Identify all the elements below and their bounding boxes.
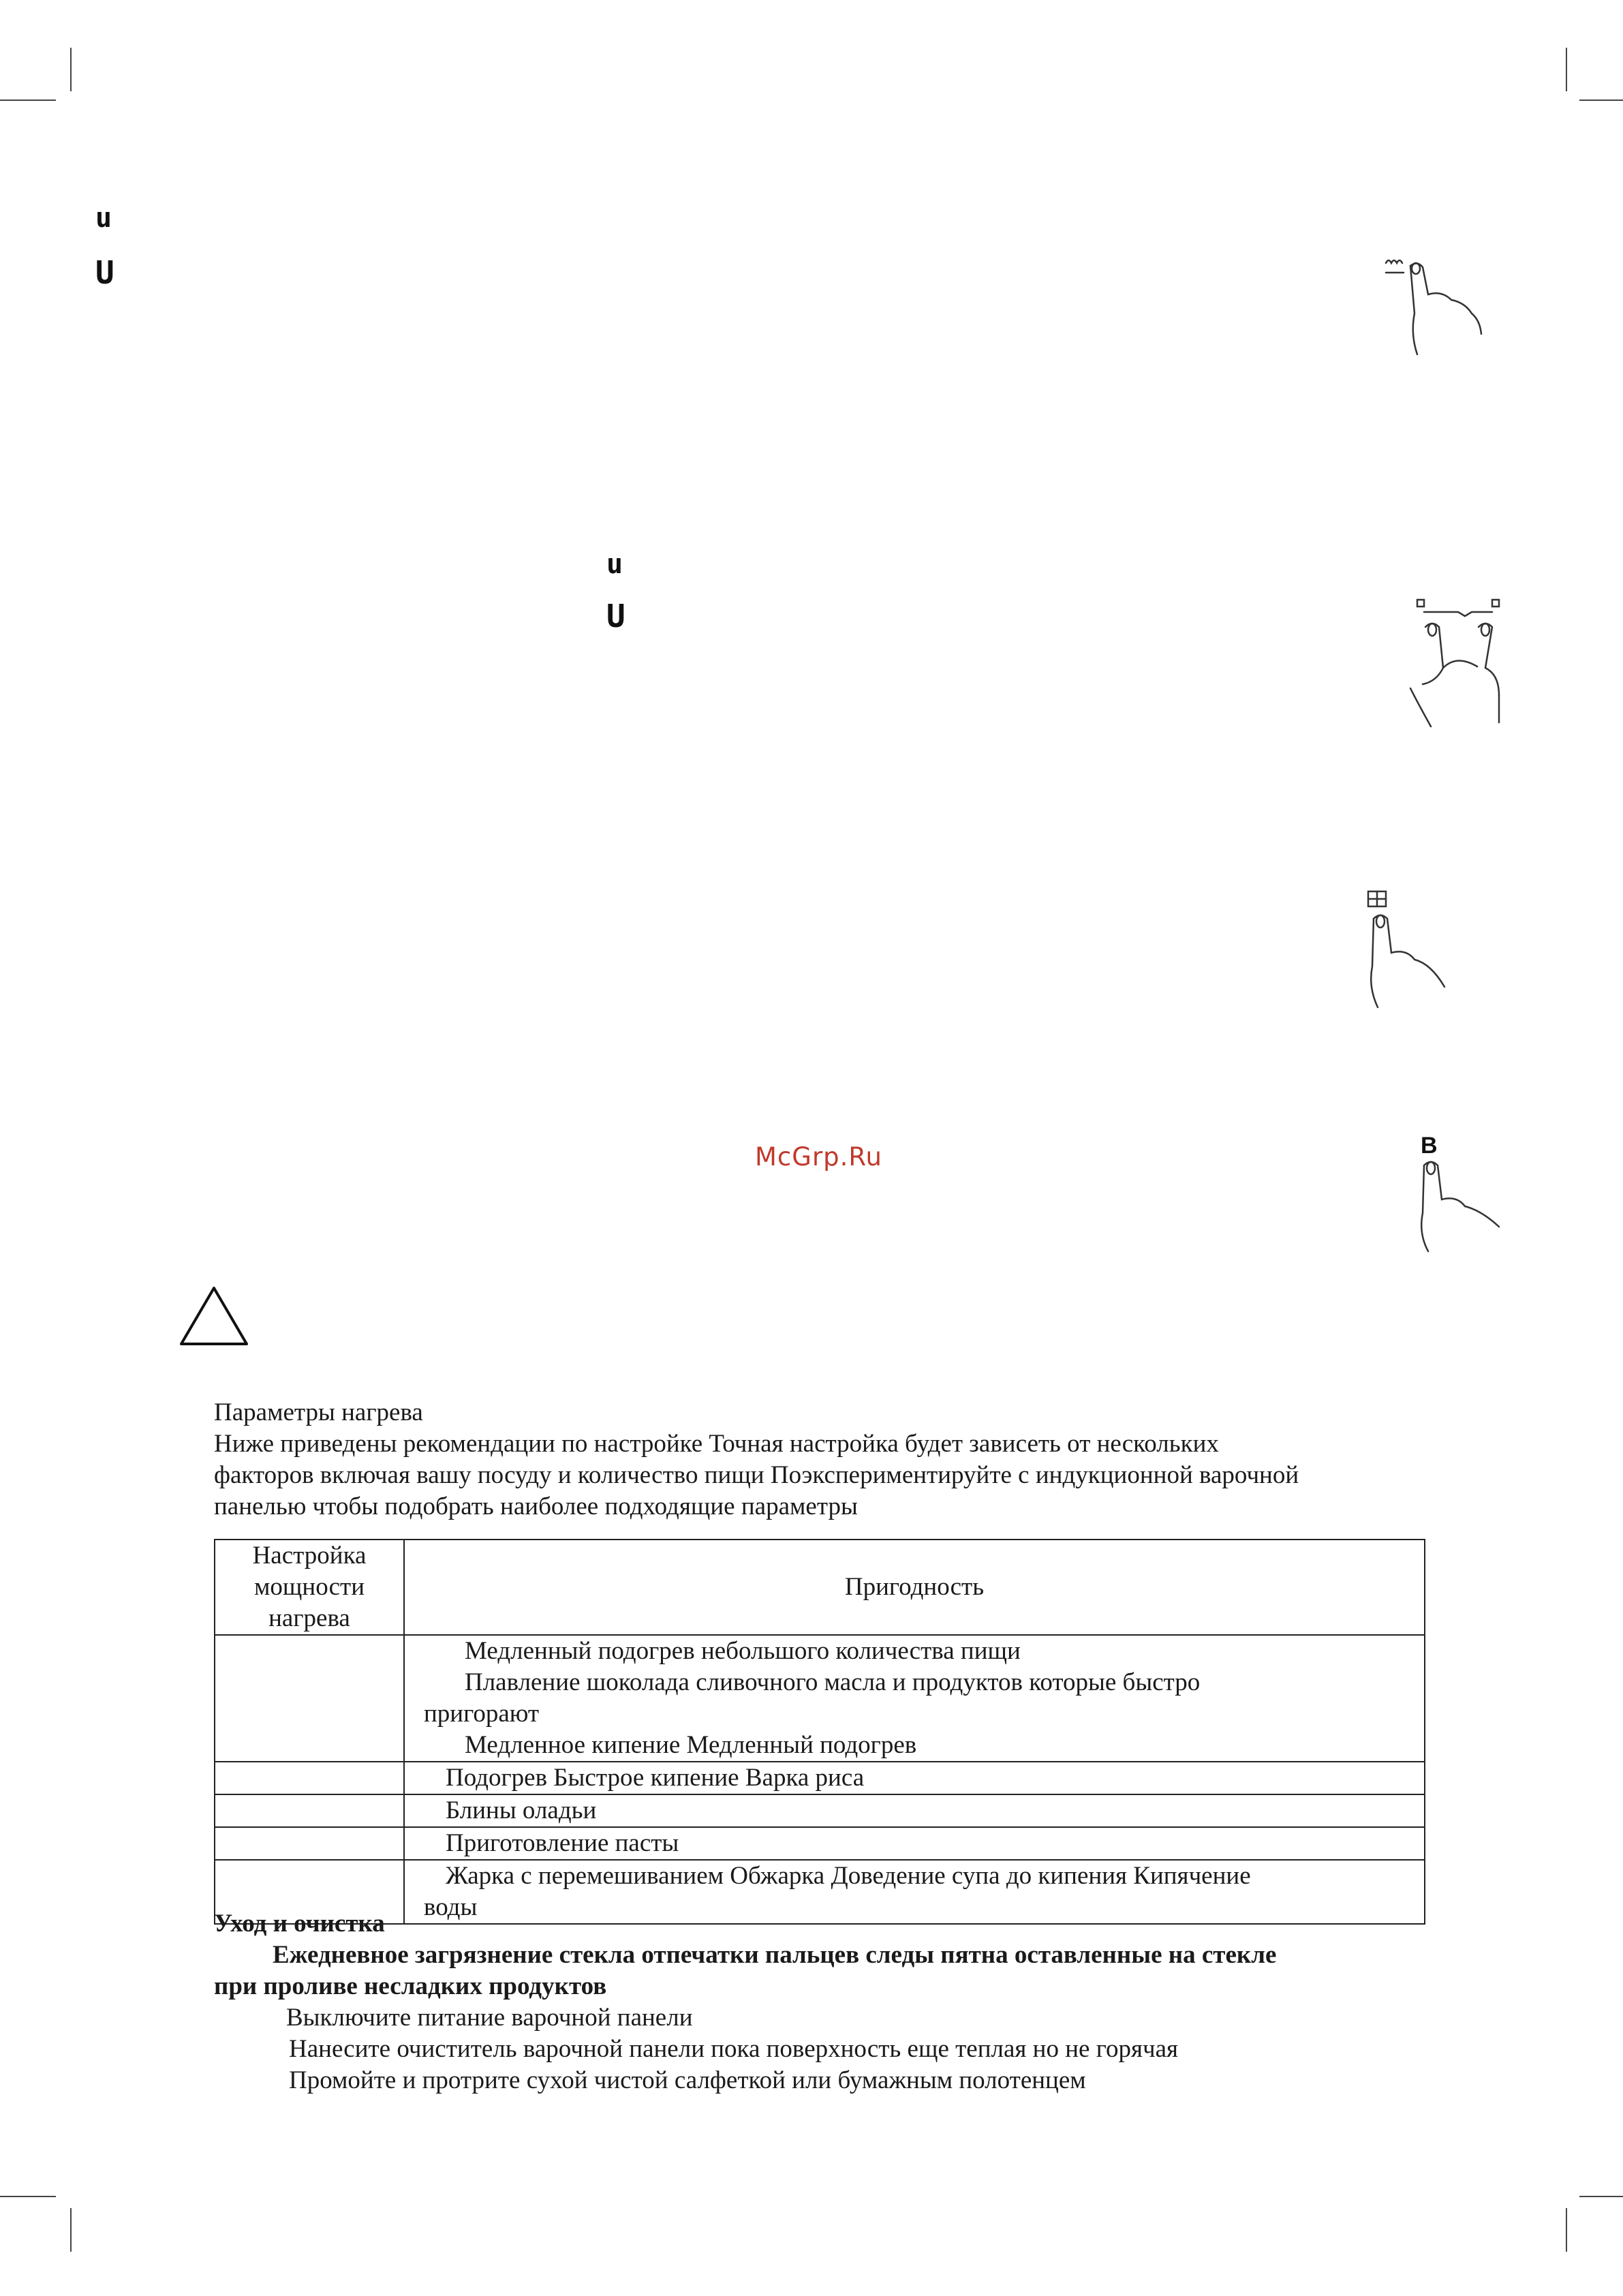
cell-line: пригорают (424, 1700, 540, 1728)
table-row (215, 1827, 1425, 1860)
watermark: McGrp.Ru (755, 1142, 882, 1172)
crop-mark (70, 48, 72, 91)
header-label: Пригодность (844, 1573, 985, 1601)
display-glyph-small-u: u (606, 549, 623, 580)
table-header-setting (215, 1540, 404, 1635)
cell-line: Жарка с перемешиванием Обжарка Доведение супа до кипения Кипячение (446, 1862, 1251, 1890)
table-cell-setting (215, 1794, 404, 1827)
two-finger-lock-press-icon (1397, 593, 1519, 729)
table-cell-suitability (404, 1762, 1425, 1794)
crop-mark (1566, 48, 1567, 91)
care-title: Уход и очистка (214, 1910, 385, 1938)
crop-mark (0, 100, 56, 101)
cell-line: воды (424, 1893, 478, 1921)
table-cell-setting (215, 1827, 404, 1860)
heating-title: Параметры нагрева (214, 1398, 423, 1426)
header-line: Настройка (252, 1542, 367, 1570)
care-subtitle-line: при проливе несладких продуктов (214, 1972, 607, 2000)
cell-line: Подогрев Быстрое кипение Варка риса (446, 1764, 865, 1792)
cell-line: Плавление шоколада сливочного масла и продуктов которые быстро (465, 1668, 1201, 1696)
table-cell-setting (215, 1635, 404, 1762)
table-header-suitability (404, 1540, 1425, 1635)
care-subtitle-line: Ежедневное загрязнение стекла отпечатки пальцев следы пятна оставленные на стекле (273, 1941, 1277, 1969)
finger-press-heat-key-icon (1383, 252, 1506, 361)
warning-triangle-icon (177, 1284, 251, 1349)
table-cell-suitability (404, 1827, 1425, 1860)
table-cell-suitability (404, 1860, 1425, 1924)
crop-mark (70, 2208, 72, 2252)
cell-line: Приготовление пасты (446, 1829, 679, 1857)
table-header-row (215, 1540, 1425, 1635)
key-b-label: B (1421, 1133, 1438, 1159)
table-row (215, 1860, 1425, 1924)
care-step: Выключите питание варочной панели (286, 2004, 693, 2032)
display-glyph-small-u: u (95, 202, 112, 234)
table-cell-suitability (404, 1794, 1425, 1827)
header-line: нагрева (268, 1604, 350, 1632)
display-glyph-large-u: U (606, 598, 625, 634)
table-cell-setting (215, 1762, 404, 1794)
cell-line: Блины оладьи (446, 1796, 597, 1824)
heating-intro-line: факторов включая вашу посуду и количество пищи Поэкспериментируйте с индукционной варочной (214, 1461, 1299, 1489)
display-glyph-large-u: U (95, 254, 114, 291)
header-line: мощности (253, 1573, 365, 1601)
crop-mark (0, 2196, 56, 2197)
table-row (215, 1762, 1425, 1794)
finger-press-b-key-icon (1410, 1159, 1513, 1254)
crop-mark (1579, 100, 1623, 101)
heating-intro-line: Ниже приведены рекомендации по настройке Точная настройка будет зависеть от нескольких (214, 1430, 1219, 1458)
table-row (215, 1794, 1425, 1827)
care-step: Промойте и протрите сухой чистой салфеткой или бумажным полотенцем (289, 2066, 1086, 2094)
crop-mark (1579, 2196, 1623, 2197)
cell-line: Медленное кипение Медленный подогрев (465, 1731, 917, 1759)
care-step: Нанесите очиститель варочной панели пока поверхность еще теплая но не горячая (289, 2035, 1179, 2063)
table-cell-suitability (404, 1635, 1425, 1762)
finger-press-timer-key-icon (1363, 886, 1458, 1009)
heating-intro-line: панелью чтобы подобрать наиболее подходящие параметры (214, 1493, 858, 1520)
table-row (215, 1635, 1425, 1762)
heating-settings-table (214, 1539, 1425, 1925)
cell-line: Медленный подогрев небольшого количества пищи (465, 1637, 1021, 1665)
crop-mark (1566, 2208, 1567, 2252)
